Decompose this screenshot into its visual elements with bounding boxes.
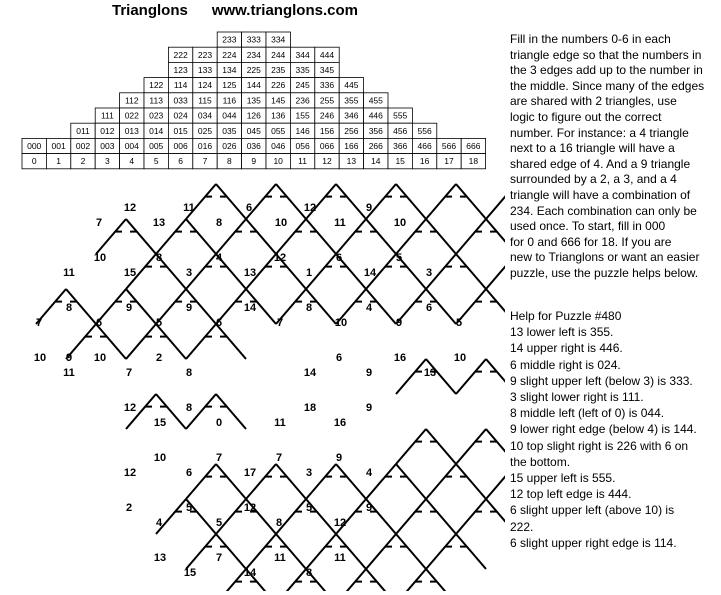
combo-cell-text: 8 bbox=[227, 156, 232, 167]
combo-cell-text: 17 bbox=[444, 156, 454, 167]
help-line: 14 upper right is 446. bbox=[510, 341, 623, 356]
grid-edge bbox=[456, 184, 486, 219]
combo-cell-text: 144 bbox=[246, 80, 261, 91]
clue-numbers bbox=[34, 202, 466, 579]
combo-cell-text: 044 bbox=[222, 110, 237, 121]
grid-edge bbox=[306, 534, 336, 569]
clue-number: 12 bbox=[123, 202, 137, 214]
combo-cell-text: 334 bbox=[271, 34, 286, 45]
combo-cell-text: 112 bbox=[125, 95, 139, 106]
clue-number: 11 bbox=[274, 417, 286, 429]
combo-cell-text: 055 bbox=[271, 125, 286, 136]
combo-cell-text: 16 bbox=[419, 156, 430, 167]
clue-number: 11 bbox=[334, 552, 346, 564]
clue-number: 7 bbox=[276, 317, 284, 329]
combo-cell-text: 246 bbox=[319, 110, 335, 121]
clue-number: 9 bbox=[335, 452, 343, 464]
combo-cell-text: 666 bbox=[466, 141, 481, 151]
combo-cell-text: 114 bbox=[173, 80, 188, 91]
help-line: 10 top slight right is 226 with 6 on the bottom. bbox=[510, 438, 689, 469]
combo-cell-text: 256 bbox=[344, 125, 359, 136]
combo-cell-text: 000 bbox=[27, 141, 42, 151]
grid-edge bbox=[366, 569, 396, 591]
help-line: 6 slight upper right edge is 114. bbox=[510, 535, 677, 550]
grid-edge bbox=[486, 429, 505, 464]
combo-cell-text: 135 bbox=[246, 95, 261, 106]
help-line: 15 upper left is 555. bbox=[510, 471, 616, 486]
clue-number: 12 bbox=[273, 252, 287, 264]
combo-cell-text: 366 bbox=[393, 141, 408, 151]
combo-cell-text: 233 bbox=[222, 34, 237, 45]
combo-cell-text: 345 bbox=[319, 65, 335, 75]
clue-number: 10 bbox=[93, 252, 107, 264]
clue-number: 11 bbox=[334, 217, 346, 229]
combo-cell-text: 13 bbox=[346, 156, 357, 167]
combo-cell-text: 045 bbox=[246, 125, 261, 136]
combo-cell-text: 335 bbox=[295, 65, 310, 75]
clue-number: 13 bbox=[423, 367, 437, 379]
combo-cell-text: 226 bbox=[271, 80, 286, 91]
combo-cell-text: 444 bbox=[319, 49, 335, 60]
clue-number: 2 bbox=[155, 352, 163, 364]
combo-cell-text: 012 bbox=[100, 125, 115, 136]
combo-cell-text: 033 bbox=[173, 95, 188, 106]
grid-edge bbox=[396, 429, 426, 464]
grid-edge bbox=[246, 534, 276, 569]
combo-cell-text: 445 bbox=[344, 80, 359, 91]
clue-number: 10 bbox=[274, 217, 288, 229]
clue-number: 8 bbox=[275, 517, 283, 529]
clue-number: 4 bbox=[365, 302, 373, 314]
grid-edge bbox=[426, 534, 456, 569]
combo-cell-text: 156 bbox=[319, 125, 335, 136]
instructions-text: Fill in the numbers 0-6 in each triangle edge so that the numbers in the 3 edges add up to the number in the middle. Since many of the edges are shared with 2 triangles, use logic to figure out the correct number. For instance: a 4 triangle next to a 16 triangle will have a shared edge of 4. And a 9 triangle surrounded by a 2, a 3, and a 4 triangle will have a combination of 234. Each combination can only be used once. To start, fill in 000 for 0 and 666 for 18. If you are new to Trianglons or want an easier puzzle, use the puzzle helps below. bbox=[510, 32, 705, 280]
combo-cell-text: 113 bbox=[149, 95, 163, 106]
clue-number: 6 bbox=[185, 467, 193, 479]
clue-number: 15 bbox=[183, 567, 197, 579]
combo-cell-text: 015 bbox=[173, 125, 188, 136]
combo-cell-text: 0 bbox=[31, 156, 37, 167]
combo-cell-text: 255 bbox=[319, 95, 335, 106]
combo-cell-text: 003 bbox=[100, 141, 115, 151]
grid-edge bbox=[456, 534, 486, 569]
clue-number: 16 bbox=[333, 417, 347, 429]
combo-cell-text: 336 bbox=[319, 80, 335, 91]
clue-number: 6 bbox=[215, 317, 223, 329]
combo-cell-text: 035 bbox=[222, 125, 237, 136]
clue-number: 18 bbox=[303, 402, 317, 414]
clue-number: 4 bbox=[365, 467, 373, 479]
combo-cell-text: 10 bbox=[273, 156, 283, 167]
clue-number: 6 bbox=[335, 252, 343, 264]
grid-edge bbox=[426, 429, 456, 464]
combo-cell-text: 025 bbox=[197, 125, 213, 136]
combo-cell-text: 245 bbox=[295, 80, 310, 91]
clue-number: 7 bbox=[35, 317, 43, 329]
clue-number: 12 bbox=[243, 502, 257, 514]
clue-number: 10 bbox=[33, 352, 47, 364]
site-url: www.trianglons.com bbox=[211, 2, 358, 19]
grid-lines bbox=[33, 184, 505, 591]
combo-cell-text: 145 bbox=[271, 95, 286, 106]
help-line: 9 lower right edge (below 4) is 144. bbox=[510, 422, 697, 437]
help-line: 13 lower left is 355. bbox=[510, 325, 614, 340]
combo-cell-text: 344 bbox=[295, 49, 310, 60]
combo-cell-text: 244 bbox=[271, 49, 286, 60]
grid-edge bbox=[396, 184, 426, 219]
clue-number: 8 bbox=[305, 302, 313, 314]
clue-number: 6 bbox=[425, 302, 433, 314]
combo-cell-text: 235 bbox=[271, 65, 286, 75]
clue-number: 8 bbox=[185, 367, 193, 379]
combo-cell-text: 236 bbox=[295, 95, 310, 106]
combo-cell-text: 046 bbox=[271, 141, 286, 151]
clue-number: 12 bbox=[123, 402, 137, 414]
combo-cell-text: 023 bbox=[149, 110, 164, 121]
combo-cell-text: 224 bbox=[222, 49, 237, 60]
combo-cell-text: 004 bbox=[124, 141, 139, 151]
clue-number: 10 bbox=[93, 352, 107, 364]
combo-cell-text: 022 bbox=[124, 110, 139, 121]
combo-cell-text: 116 bbox=[222, 95, 237, 106]
clue-number: 7 bbox=[215, 452, 223, 464]
clue-number: 8 bbox=[155, 252, 163, 264]
clue-number: 11 bbox=[183, 202, 195, 214]
clue-number: 15 bbox=[153, 417, 167, 429]
combo-cell-text: 146 bbox=[295, 125, 310, 136]
combo-cell-text: 134 bbox=[222, 65, 237, 75]
clue-number: 9 bbox=[365, 502, 373, 514]
grid-edge bbox=[486, 289, 505, 324]
combo-cell-text: 5 bbox=[153, 156, 159, 167]
grid-edge bbox=[126, 219, 156, 254]
clue-number: 5 bbox=[155, 317, 163, 329]
clue-number: 12 bbox=[333, 517, 347, 529]
grid-edge bbox=[186, 534, 216, 569]
grid-edge bbox=[456, 429, 486, 464]
combo-cell-text: 466 bbox=[417, 141, 432, 151]
grid-edge bbox=[426, 499, 456, 534]
grid-edge bbox=[396, 569, 426, 591]
clue-number: 7 bbox=[125, 367, 133, 379]
combo-cell-text: 066 bbox=[319, 141, 335, 151]
help-line: 8 middle left (left of 0) is 044. bbox=[510, 406, 665, 421]
combo-cell-text: 155 bbox=[295, 110, 310, 121]
clue-number: 6 bbox=[335, 352, 343, 364]
combo-cell-text: 333 bbox=[246, 34, 261, 45]
combo-cell-text: 14 bbox=[371, 156, 381, 167]
help-title: Help for Puzzle #480 bbox=[510, 309, 622, 323]
grid-edge bbox=[336, 464, 366, 499]
combo-cell-text: 002 bbox=[75, 141, 91, 151]
clue-number: 10 bbox=[393, 217, 407, 229]
combo-cell-text: 111 bbox=[100, 110, 114, 121]
grid-edge bbox=[396, 359, 426, 394]
combo-cell-text: 056 bbox=[295, 141, 310, 151]
combo-cell-text: 12 bbox=[322, 156, 332, 167]
grid-edge bbox=[456, 254, 486, 289]
grid-edge bbox=[306, 219, 336, 254]
combo-cell-text: 11 bbox=[298, 156, 308, 167]
combo-cell-text: 222 bbox=[173, 49, 188, 60]
clue-number: 4 bbox=[215, 252, 223, 264]
grid-edge bbox=[126, 324, 156, 359]
clue-number: 5 bbox=[455, 317, 463, 329]
clue-number: 13 bbox=[152, 217, 166, 229]
combo-cell-text: 223 bbox=[197, 49, 213, 60]
grid-edge bbox=[456, 464, 486, 499]
clue-number: 13 bbox=[153, 552, 167, 564]
grid-edge bbox=[396, 464, 426, 499]
clue-number: 2 bbox=[125, 502, 133, 514]
clue-number: 11 bbox=[63, 267, 75, 279]
combo-cell-text: 566 bbox=[441, 141, 457, 151]
grid-edge bbox=[486, 499, 505, 534]
clue-number: 8 bbox=[185, 402, 193, 414]
grid-edge bbox=[216, 569, 246, 591]
combo-cell-text: 4 bbox=[129, 156, 135, 167]
clue-number: 5 bbox=[185, 502, 193, 514]
help-line: 3 slight lower right is 111. bbox=[510, 390, 644, 405]
combo-cell-text: 225 bbox=[246, 65, 261, 75]
combo-cell-text: 1 bbox=[56, 156, 61, 167]
help-line: 12 top left edge is 444. bbox=[510, 487, 632, 502]
combo-cell-text: 456 bbox=[393, 125, 408, 136]
grid-edge bbox=[426, 569, 456, 591]
clue-number: 8 bbox=[305, 567, 313, 579]
combo-cell-text: 122 bbox=[149, 80, 164, 91]
grid-edge bbox=[276, 184, 306, 219]
combo-cell-text: 6 bbox=[178, 156, 183, 167]
grid-edge bbox=[486, 184, 505, 219]
clue-number: 1 bbox=[305, 267, 313, 279]
combo-cell-text: 006 bbox=[173, 141, 188, 151]
combo-cell-text: 7 bbox=[202, 156, 208, 167]
combo-cell-text: 266 bbox=[368, 141, 383, 151]
grid-edge bbox=[396, 499, 426, 534]
clue-number: 12 bbox=[123, 467, 137, 479]
combo-cell-text: 234 bbox=[246, 49, 261, 60]
combo-cell-text: 9 bbox=[251, 156, 257, 167]
combo-cell-text: 136 bbox=[271, 110, 286, 121]
clue-number: 6 bbox=[95, 317, 103, 329]
grid-edge bbox=[456, 499, 486, 534]
combo-cell-text: 024 bbox=[173, 110, 188, 121]
combo-cell-text: 166 bbox=[344, 141, 359, 151]
combination-table bbox=[20, 30, 490, 170]
clue-number: 14 bbox=[243, 302, 257, 314]
combo-cell-text: 026 bbox=[222, 141, 237, 151]
grid-edge bbox=[276, 569, 306, 591]
grid-edge bbox=[456, 359, 486, 394]
grid-edge bbox=[276, 464, 306, 499]
combo-cell-text: 15 bbox=[395, 156, 405, 167]
grid-edge bbox=[186, 219, 216, 254]
clue-number: 16 bbox=[393, 352, 407, 364]
grid-edge bbox=[246, 219, 276, 254]
combo-cell-text: 355 bbox=[344, 95, 359, 106]
clue-number: 9 bbox=[365, 202, 373, 214]
clue-number: 5 bbox=[395, 252, 403, 264]
clue-number: 9 bbox=[365, 367, 373, 379]
combo-cell-text: 455 bbox=[368, 95, 383, 106]
grid-edge bbox=[216, 324, 246, 359]
clue-number: 3 bbox=[185, 267, 193, 279]
help-panel bbox=[510, 308, 720, 551]
grid-edge bbox=[366, 534, 396, 569]
clue-number: 9 bbox=[65, 352, 73, 364]
combo-cell-text: 356 bbox=[368, 125, 383, 136]
combo-cell-text: 034 bbox=[197, 110, 213, 121]
clue-number: 5 bbox=[215, 517, 223, 529]
combo-cell-text: 115 bbox=[198, 95, 212, 106]
combo-cell-text: 3 bbox=[105, 156, 110, 167]
combo-cell-text: 346 bbox=[344, 110, 359, 121]
grid-edge bbox=[486, 359, 505, 394]
clue-number: 13 bbox=[243, 267, 257, 279]
help-line: 6 middle right is 024. bbox=[510, 357, 621, 372]
clue-number: 11 bbox=[63, 367, 75, 379]
grid-edge bbox=[216, 464, 246, 499]
grid-edge bbox=[426, 464, 456, 499]
clue-number: 6 bbox=[245, 202, 253, 214]
grid-edge bbox=[216, 184, 246, 219]
clue-number: 14 bbox=[363, 267, 377, 279]
clue-number: 14 bbox=[303, 367, 317, 379]
clue-number: 10 bbox=[153, 452, 167, 464]
grid-edge bbox=[426, 219, 456, 254]
clue-number: 14 bbox=[243, 567, 257, 579]
clue-number: 4 bbox=[155, 517, 163, 529]
combo-cell-text: 011 bbox=[76, 125, 90, 136]
grid-edge bbox=[396, 534, 426, 569]
combo-cell-text: 005 bbox=[149, 141, 164, 151]
combo-cell-text: 446 bbox=[368, 110, 383, 121]
combo-cell-text: 013 bbox=[124, 125, 139, 136]
help-line: 6 slight upper left (above 10) is 222. bbox=[510, 503, 675, 534]
clue-number: 7 bbox=[215, 552, 223, 564]
combo-cell-text: 125 bbox=[222, 80, 237, 91]
grid-edge bbox=[186, 324, 216, 359]
clue-number: 9 bbox=[185, 302, 193, 314]
help-list bbox=[510, 324, 720, 551]
grid-edge bbox=[336, 569, 366, 591]
grid-edge bbox=[336, 184, 366, 219]
title-text: Trianglons bbox=[112, 2, 188, 19]
clue-number: 7 bbox=[95, 217, 103, 229]
grid-edge bbox=[486, 464, 505, 499]
grid-edge bbox=[486, 219, 505, 254]
help-line: 9 slight upper left (below 3) is 333. bbox=[510, 373, 693, 388]
grid-edge bbox=[426, 184, 456, 219]
clue-number: 7 bbox=[275, 452, 283, 464]
clue-number: 10 bbox=[334, 317, 348, 329]
clue-number: 8 bbox=[65, 302, 73, 314]
clue-number: 9 bbox=[365, 402, 373, 414]
puzzle-grid bbox=[0, 176, 505, 591]
combo-cell-text: 133 bbox=[197, 65, 213, 75]
page-title bbox=[112, 2, 358, 19]
clue-number: 12 bbox=[303, 202, 317, 214]
clue-number: 5 bbox=[305, 502, 313, 514]
grid-edge bbox=[486, 254, 505, 289]
combo-cell-text: 124 bbox=[197, 80, 213, 91]
combo-cell-text: 556 bbox=[417, 125, 432, 136]
combo-cell-text: 555 bbox=[393, 110, 408, 121]
combo-cell-text: 18 bbox=[468, 156, 479, 167]
combo-cell-text: 126 bbox=[246, 110, 261, 121]
combo-cell-text: 014 bbox=[149, 125, 164, 136]
clue-number: 9 bbox=[125, 302, 133, 314]
combo-cell-text: 001 bbox=[51, 141, 66, 151]
combo-cell-text: 123 bbox=[173, 65, 188, 75]
combo-cell-text: 036 bbox=[246, 141, 261, 151]
clue-number: 17 bbox=[243, 467, 257, 479]
grid-edge bbox=[456, 219, 486, 254]
grid-edge bbox=[366, 219, 396, 254]
clue-number: 10 bbox=[453, 352, 467, 364]
combo-cell-text: 016 bbox=[197, 141, 213, 151]
combo-cell-text: 2 bbox=[80, 156, 86, 167]
clue-number: 3 bbox=[425, 267, 433, 279]
clue-number: 8 bbox=[215, 217, 223, 229]
clue-number: 11 bbox=[274, 552, 286, 564]
clue-number: 3 bbox=[305, 467, 313, 479]
clue-number: 15 bbox=[123, 267, 137, 279]
clue-number: 9 bbox=[395, 317, 403, 329]
clue-number: 0 bbox=[215, 417, 223, 429]
